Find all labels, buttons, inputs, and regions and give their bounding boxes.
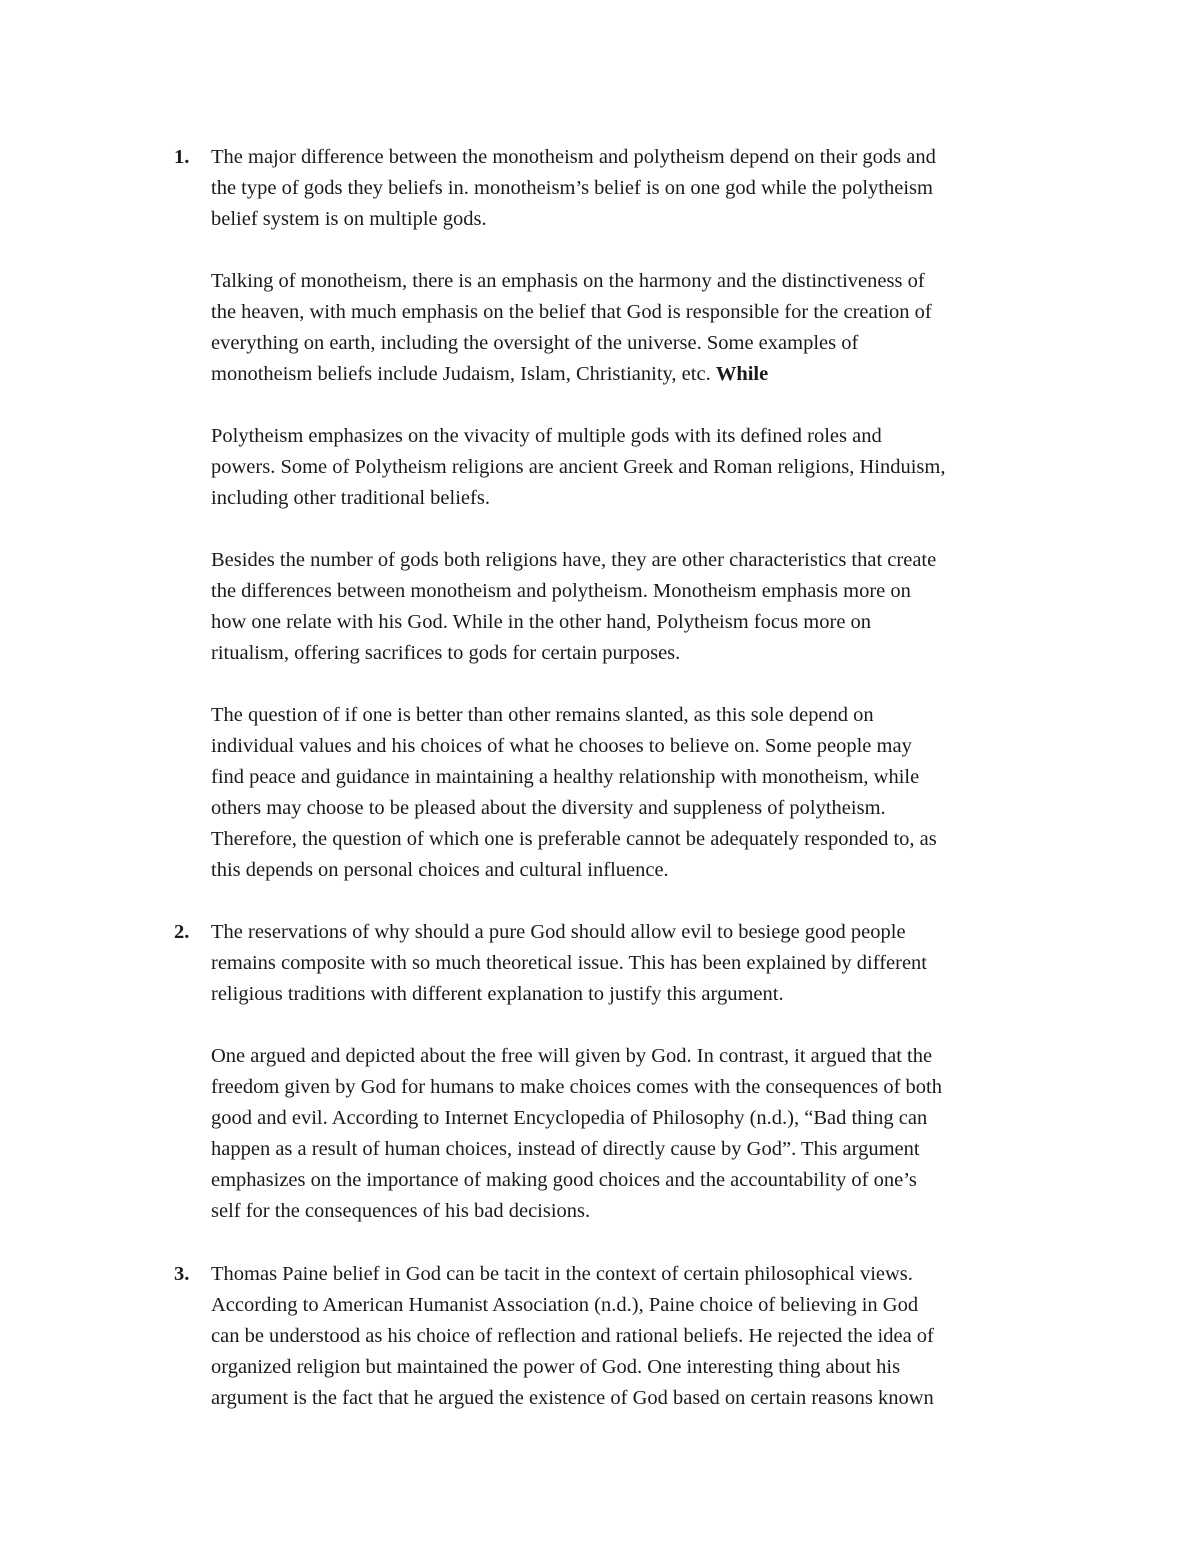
text-line-content: the type of gods they beliefs in. monotheism’s belief is on one god while the polytheism (211, 177, 933, 199)
text-line-content: The question of if one is better than other remains slanted, as this sole depend on (211, 704, 874, 726)
paragraph (211, 917, 1071, 1010)
text-line (211, 1103, 1071, 1134)
text-line (211, 638, 1071, 669)
text-line-content: the differences between monotheism and polytheism. Monotheism emphasis more on (211, 580, 911, 602)
paragraph (211, 700, 1071, 886)
text-line (211, 452, 1071, 483)
paragraph-gap (211, 235, 1071, 266)
text-line-content: powers. Some of Polytheism religions are ancient Greek and Roman religions, Hinduism, (211, 456, 946, 478)
text-line-content: Talking of monotheism, there is an emphasis on the harmony and the distinctiveness of (211, 270, 925, 292)
text-line (211, 917, 1071, 948)
text-line (211, 297, 1071, 328)
text-line (211, 142, 1071, 173)
paragraph (211, 421, 1071, 514)
paragraph (211, 1259, 1071, 1414)
text-line-content: this depends on personal choices and cultural influence. (211, 859, 669, 881)
paragraph (211, 1041, 1071, 1227)
paragraph-gap (211, 390, 1071, 421)
paragraph-gap (211, 669, 1071, 700)
text-line (211, 173, 1071, 204)
text-line (211, 204, 1071, 235)
text-line (211, 1352, 1071, 1383)
text-line (211, 1041, 1071, 1072)
text-line-content: argument is the fact that he argued the existence of God based on certain reasons known (211, 1387, 934, 1409)
text-line (211, 328, 1071, 359)
text-line-content: emphasizes on the importance of making good choices and the accountability of one’s (211, 1169, 917, 1191)
paragraph-gap (211, 1010, 1071, 1041)
text-line (211, 1321, 1071, 1352)
text-line-content: find peace and guidance in maintaining a healthy relationship with monotheism, while (211, 766, 920, 788)
text-line-content: can be understood as his choice of reflection and rational beliefs. He rejected the idea of (211, 1325, 934, 1347)
text-line (211, 266, 1071, 297)
paragraph (211, 266, 1071, 390)
list-item-3 (174, 1259, 1071, 1414)
text-line-content: happen as a result of human choices, instead of directly cause by God”. This argument (211, 1138, 920, 1160)
list-item-2 (174, 917, 1071, 1227)
text-line (211, 421, 1071, 452)
text-line (211, 607, 1071, 638)
text-line-content: others may choose to be pleased about the diversity and suppleness of polytheism. (211, 797, 886, 819)
text-line (211, 1290, 1071, 1321)
text-line (211, 700, 1071, 731)
text-line-content: remains composite with so much theoretical issue. This has been explained by different (211, 952, 927, 974)
text-line-content: freedom given by God for humans to make choices comes with the consequences of both (211, 1076, 942, 1098)
text-line-content: how one relate with his God. While in the other hand, Polytheism focus more on (211, 611, 872, 633)
list-number: 2. (174, 921, 190, 943)
text-line-content: The reservations of why should a pure God should allow evil to besiege good people (211, 921, 906, 943)
text-line-content: ritualism, offering sacrifices to gods for certain purposes. (211, 642, 681, 664)
text-line-content: organized religion but maintained the power of God. One interesting thing about his (211, 1356, 901, 1378)
text-line (211, 1259, 1071, 1290)
list-item-1 (174, 142, 1071, 886)
text-line (211, 762, 1071, 793)
text-line-content: belief system is on multiple gods. (211, 208, 487, 230)
text-line (211, 824, 1071, 855)
text-line (211, 793, 1071, 824)
text-line (211, 731, 1071, 762)
text-line (211, 948, 1071, 979)
text-line-content: The major difference between the monotheism and polytheism depend on their gods and (211, 146, 936, 168)
text-line (211, 359, 1071, 390)
list-number: 3. (174, 1263, 190, 1285)
text-line-content: Thomas Paine belief in God can be tacit in the context of certain philosophical views. (211, 1263, 913, 1285)
text-line-content: individual values and his choices of what he chooses to believe on. Some people may (211, 735, 912, 757)
text-line-content: monotheism beliefs include Judaism, Islam, Christianity, etc. (211, 363, 711, 385)
text-line-content: everything on earth, including the oversight of the universe. Some examples of (211, 332, 859, 354)
text-line-content: good and evil. According to Internet Encyclopedia of Philosophy (n.d.), “Bad thing can (211, 1107, 928, 1129)
text-line (211, 1165, 1071, 1196)
text-line (211, 979, 1071, 1010)
text-line (211, 1196, 1071, 1227)
text-line-content: Polytheism emphasizes on the vivacity of multiple gods with its defined roles and (211, 425, 882, 447)
text-line-content: Besides the number of gods both religions have, they are other characteristics that create (211, 549, 937, 571)
text-line-content: including other traditional beliefs. (211, 487, 490, 509)
paragraph (211, 545, 1071, 669)
text-line (211, 1383, 1071, 1414)
text-line (211, 545, 1071, 576)
text-line (211, 1134, 1071, 1165)
text-line-content: the heaven, with much emphasis on the belief that God is responsible for the creation of (211, 301, 932, 323)
text-line-content: One argued and depicted about the free will given by God. In contrast, it argued that the (211, 1045, 933, 1067)
text-line (211, 855, 1071, 886)
text-line-content: According to American Humanist Association (n.d.), Paine choice of believing in God (211, 1294, 919, 1316)
list-number: 1. (174, 146, 190, 168)
paragraph (211, 142, 1071, 235)
text-line-content: Therefore, the question of which one is preferable cannot be adequately responded to, as (211, 828, 937, 850)
text-line-content: religious traditions with different explanation to justify this argument. (211, 983, 784, 1005)
text-line (211, 483, 1071, 514)
text-line (211, 576, 1071, 607)
text-line (211, 1072, 1071, 1103)
text-line-content: self for the consequences of his bad decisions. (211, 1200, 591, 1222)
paragraph-gap (211, 514, 1071, 545)
bold-word: While (715, 363, 769, 385)
